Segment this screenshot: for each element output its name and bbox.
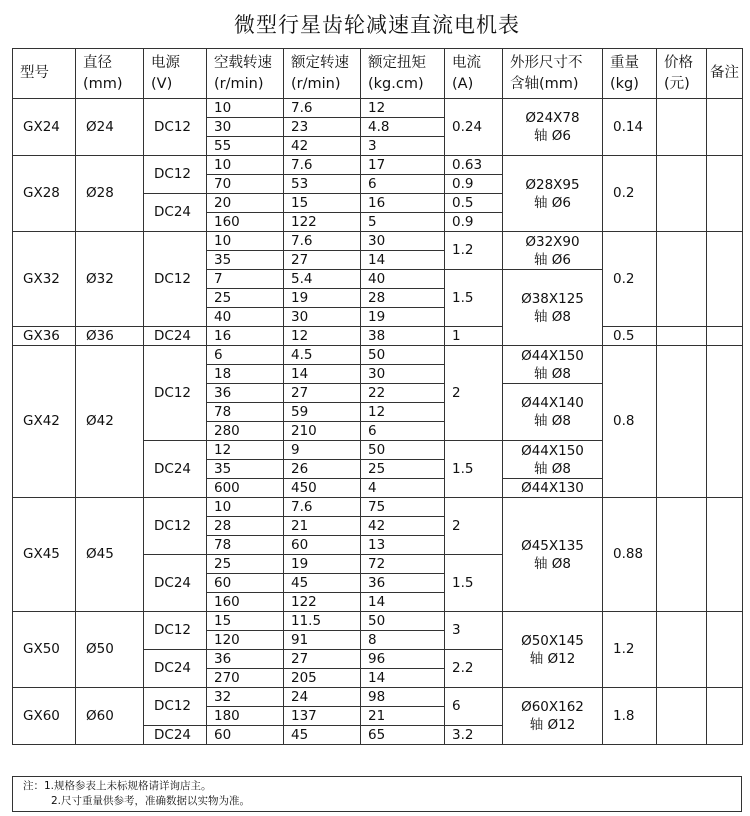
voltage-cell: DC24 (144, 650, 207, 688)
current-cell: 0.63 (445, 156, 503, 175)
page-title: 微型行星齿轮减速直流电机表 (234, 13, 520, 37)
dimensions-cell: Ø28X95 轴 Ø6 (503, 156, 603, 232)
rated-speed-cell: 24 (284, 688, 361, 707)
dimensions-cell: Ø44X140 轴 Ø8 (503, 384, 603, 441)
table-row (13, 156, 743, 175)
model-cell: GX60 (13, 688, 76, 745)
price-cell (657, 612, 707, 688)
rated-torque-cell: 19 (361, 308, 445, 327)
rated-speed-cell: 45 (284, 726, 361, 745)
price-cell (657, 232, 707, 327)
no-load-speed-cell: 40 (207, 308, 284, 327)
rated-speed-cell: 60 (284, 536, 361, 555)
remark-cell (707, 232, 743, 327)
price-cell (657, 156, 707, 232)
dimensions-cell: Ø32X90 轴 Ø6 (503, 232, 603, 270)
rated-torque-cell: 40 (361, 270, 445, 289)
table-row (13, 346, 743, 365)
rated-speed-cell: 9 (284, 441, 361, 460)
remark-cell (707, 612, 743, 688)
voltage-cell: DC12 (144, 498, 207, 555)
header-dimensions: 外形尺寸不 含轴(mm) (503, 49, 603, 99)
model-cell: GX32 (13, 232, 76, 327)
diameter-cell: Ø24 (76, 99, 144, 156)
model-cell: GX28 (13, 156, 76, 232)
rated-torque-cell: 6 (361, 175, 445, 194)
diameter-cell: Ø45 (76, 498, 144, 612)
price-cell (657, 688, 707, 745)
rated-torque-cell: 72 (361, 555, 445, 574)
no-load-speed-cell: 180 (207, 707, 284, 726)
rated-speed-cell: 450 (284, 479, 361, 498)
current-cell: 0.5 (445, 194, 503, 213)
rated-speed-cell: 27 (284, 384, 361, 403)
diameter-cell: Ø36 (76, 327, 144, 346)
header-no-load-speed: 空载转速 (r/min) (207, 49, 284, 99)
no-load-speed-cell: 70 (207, 175, 284, 194)
weight-cell: 0.2 (603, 156, 657, 232)
no-load-speed-cell: 10 (207, 498, 284, 517)
dimensions-cell: Ø60X162 轴 Ø12 (503, 688, 603, 745)
current-cell: 1.5 (445, 441, 503, 498)
no-load-speed-cell: 10 (207, 232, 284, 251)
rated-torque-cell: 22 (361, 384, 445, 403)
no-load-speed-cell: 280 (207, 422, 284, 441)
current-cell: 0.9 (445, 175, 503, 194)
dimensions-cell: Ø44X150 轴 Ø8 (503, 441, 603, 479)
rated-speed-cell: 21 (284, 517, 361, 536)
remark-cell (707, 346, 743, 498)
rated-speed-cell: 5.4 (284, 270, 361, 289)
no-load-speed-cell: 25 (207, 555, 284, 574)
motor-spec-table (12, 48, 743, 745)
rated-torque-cell: 3 (361, 137, 445, 156)
rated-speed-cell: 59 (284, 403, 361, 422)
weight-cell: 0.2 (603, 232, 657, 327)
rated-speed-cell: 26 (284, 460, 361, 479)
remark-cell (707, 99, 743, 156)
rated-speed-cell: 122 (284, 593, 361, 612)
diameter-cell: Ø50 (76, 612, 144, 688)
rated-speed-cell: 7.6 (284, 232, 361, 251)
remark-cell (707, 156, 743, 232)
weight-cell: 1.8 (603, 688, 657, 745)
voltage-cell: DC12 (144, 232, 207, 327)
rated-speed-cell: 12 (284, 327, 361, 346)
rated-speed-cell: 42 (284, 137, 361, 156)
rated-torque-cell: 75 (361, 498, 445, 517)
rated-torque-cell: 30 (361, 365, 445, 384)
no-load-speed-cell: 10 (207, 156, 284, 175)
price-cell (657, 498, 707, 612)
no-load-speed-cell: 35 (207, 251, 284, 270)
rated-speed-cell: 30 (284, 308, 361, 327)
no-load-speed-cell: 36 (207, 650, 284, 669)
no-load-speed-cell: 6 (207, 346, 284, 365)
price-cell (657, 99, 707, 156)
rated-torque-cell: 21 (361, 707, 445, 726)
no-load-speed-cell: 600 (207, 479, 284, 498)
dimensions-cell: Ø44X130 (503, 479, 603, 498)
header-row (13, 49, 743, 99)
current-cell: 6 (445, 688, 503, 726)
rated-torque-cell: 14 (361, 669, 445, 688)
current-cell: 1.2 (445, 232, 503, 270)
no-load-speed-cell: 16 (207, 327, 284, 346)
diameter-cell: Ø28 (76, 156, 144, 232)
dimensions-cell: Ø38X125 轴 Ø8 (503, 270, 603, 346)
current-cell: 3 (445, 612, 503, 650)
footnote-2: 2.尺寸重量供参考，准确数据以实物为准。 (51, 795, 251, 807)
current-cell: 2 (445, 498, 503, 555)
no-load-speed-cell: 36 (207, 384, 284, 403)
voltage-cell: DC24 (144, 726, 207, 745)
voltage-cell: DC12 (144, 99, 207, 156)
rated-speed-cell: 23 (284, 118, 361, 137)
footnotes (12, 776, 742, 812)
rated-torque-cell: 4.8 (361, 118, 445, 137)
voltage-cell: DC12 (144, 612, 207, 650)
dimensions-cell: Ø24X78 轴 Ø6 (503, 99, 603, 156)
rated-torque-cell: 6 (361, 422, 445, 441)
weight-cell: 0.14 (603, 99, 657, 156)
weight-cell: 0.88 (603, 498, 657, 612)
rated-torque-cell: 5 (361, 213, 445, 232)
rated-speed-cell: 4.5 (284, 346, 361, 365)
header-model: 型号 (13, 49, 76, 99)
weight-cell: 0.8 (603, 346, 657, 498)
table-row (13, 327, 743, 346)
rated-torque-cell: 28 (361, 289, 445, 308)
current-cell: 2 (445, 346, 503, 441)
no-load-speed-cell: 32 (207, 688, 284, 707)
spec-sheet (12, 4, 742, 812)
rated-torque-cell: 14 (361, 251, 445, 270)
header-weight: 重量 (kg) (603, 49, 657, 99)
rated-torque-cell: 12 (361, 99, 445, 118)
rated-speed-cell: 91 (284, 631, 361, 650)
header-remark: 备注 (707, 49, 743, 99)
dimensions-cell: Ø50X145 轴 Ø12 (503, 612, 603, 688)
rated-torque-cell: 4 (361, 479, 445, 498)
diameter-cell: Ø42 (76, 346, 144, 498)
rated-torque-cell: 98 (361, 688, 445, 707)
table-row (13, 99, 743, 118)
current-cell: 0.24 (445, 99, 503, 156)
no-load-speed-cell: 120 (207, 631, 284, 650)
no-load-speed-cell: 12 (207, 441, 284, 460)
rated-torque-cell: 50 (361, 612, 445, 631)
header-price: 价格 (元) (657, 49, 707, 99)
header-rated-torque: 额定扭矩 (kg.cm) (361, 49, 445, 99)
remark-cell (707, 327, 743, 346)
header-rated-speed: 额定转速 (r/min) (284, 49, 361, 99)
rated-torque-cell: 17 (361, 156, 445, 175)
rated-speed-cell: 210 (284, 422, 361, 441)
rated-speed-cell: 7.6 (284, 498, 361, 517)
no-load-speed-cell: 160 (207, 213, 284, 232)
rated-torque-cell: 50 (361, 441, 445, 460)
rated-torque-cell: 25 (361, 460, 445, 479)
dimensions-cell: Ø45X135 轴 Ø8 (503, 498, 603, 612)
rated-speed-cell: 137 (284, 707, 361, 726)
rated-torque-cell: 16 (361, 194, 445, 213)
rated-speed-cell: 53 (284, 175, 361, 194)
no-load-speed-cell: 15 (207, 612, 284, 631)
voltage-cell: DC24 (144, 194, 207, 232)
no-load-speed-cell: 7 (207, 270, 284, 289)
remark-cell (707, 688, 743, 745)
rated-speed-cell: 11.5 (284, 612, 361, 631)
diameter-cell: Ø32 (76, 232, 144, 327)
header-current: 电流 (A) (445, 49, 503, 99)
remark-cell (707, 498, 743, 612)
table-row (13, 688, 743, 707)
no-load-speed-cell: 20 (207, 194, 284, 213)
model-cell: GX45 (13, 498, 76, 612)
rated-speed-cell: 19 (284, 289, 361, 308)
current-cell: 1 (445, 327, 503, 346)
current-cell: 1.5 (445, 555, 503, 612)
table-row (13, 232, 743, 251)
no-load-speed-cell: 30 (207, 118, 284, 137)
no-load-speed-cell: 55 (207, 137, 284, 156)
rated-torque-cell: 13 (361, 536, 445, 555)
model-cell: GX24 (13, 99, 76, 156)
dimensions-cell: Ø44X150 轴 Ø8 (503, 346, 603, 384)
weight-cell: 0.5 (603, 327, 657, 346)
rated-torque-cell: 38 (361, 327, 445, 346)
weight-cell: 1.2 (603, 612, 657, 688)
voltage-cell: DC12 (144, 346, 207, 441)
voltage-cell: DC24 (144, 555, 207, 612)
rated-torque-cell: 8 (361, 631, 445, 650)
current-cell: 3.2 (445, 726, 503, 745)
footnote-1: 注：1.规格参表上未标规格请详询店主。 (23, 780, 212, 792)
diameter-cell: Ø60 (76, 688, 144, 745)
rated-speed-cell: 15 (284, 194, 361, 213)
rated-speed-cell: 19 (284, 555, 361, 574)
rated-torque-cell: 30 (361, 232, 445, 251)
no-load-speed-cell: 78 (207, 536, 284, 555)
rated-torque-cell: 50 (361, 346, 445, 365)
voltage-cell: DC12 (144, 156, 207, 194)
model-cell: GX42 (13, 346, 76, 498)
price-cell (657, 346, 707, 498)
no-load-speed-cell: 18 (207, 365, 284, 384)
header-voltage: 电源 (V) (144, 49, 207, 99)
no-load-speed-cell: 60 (207, 726, 284, 745)
no-load-speed-cell: 25 (207, 289, 284, 308)
no-load-speed-cell: 78 (207, 403, 284, 422)
no-load-speed-cell: 160 (207, 593, 284, 612)
table-row (13, 612, 743, 631)
model-cell: GX36 (13, 327, 76, 346)
no-load-speed-cell: 60 (207, 574, 284, 593)
current-cell: 1.5 (445, 270, 503, 327)
voltage-cell: DC24 (144, 327, 207, 346)
rated-speed-cell: 122 (284, 213, 361, 232)
voltage-cell: DC12 (144, 688, 207, 726)
table-row (13, 498, 743, 517)
no-load-speed-cell: 35 (207, 460, 284, 479)
rated-torque-cell: 14 (361, 593, 445, 612)
rated-torque-cell: 65 (361, 726, 445, 745)
current-cell: 2.2 (445, 650, 503, 688)
rated-torque-cell: 42 (361, 517, 445, 536)
rated-speed-cell: 205 (284, 669, 361, 688)
rated-torque-cell: 36 (361, 574, 445, 593)
rated-speed-cell: 7.6 (284, 99, 361, 118)
voltage-cell: DC24 (144, 441, 207, 498)
current-cell: 0.9 (445, 213, 503, 232)
no-load-speed-cell: 10 (207, 99, 284, 118)
rated-speed-cell: 45 (284, 574, 361, 593)
header-diameter: 直径 (mm) (76, 49, 144, 99)
rated-torque-cell: 96 (361, 650, 445, 669)
rated-speed-cell: 14 (284, 365, 361, 384)
no-load-speed-cell: 28 (207, 517, 284, 536)
model-cell: GX50 (13, 612, 76, 688)
no-load-speed-cell: 270 (207, 669, 284, 688)
rated-speed-cell: 27 (284, 251, 361, 270)
rated-speed-cell: 7.6 (284, 156, 361, 175)
rated-torque-cell: 12 (361, 403, 445, 422)
rated-speed-cell: 27 (284, 650, 361, 669)
price-cell (657, 327, 707, 346)
